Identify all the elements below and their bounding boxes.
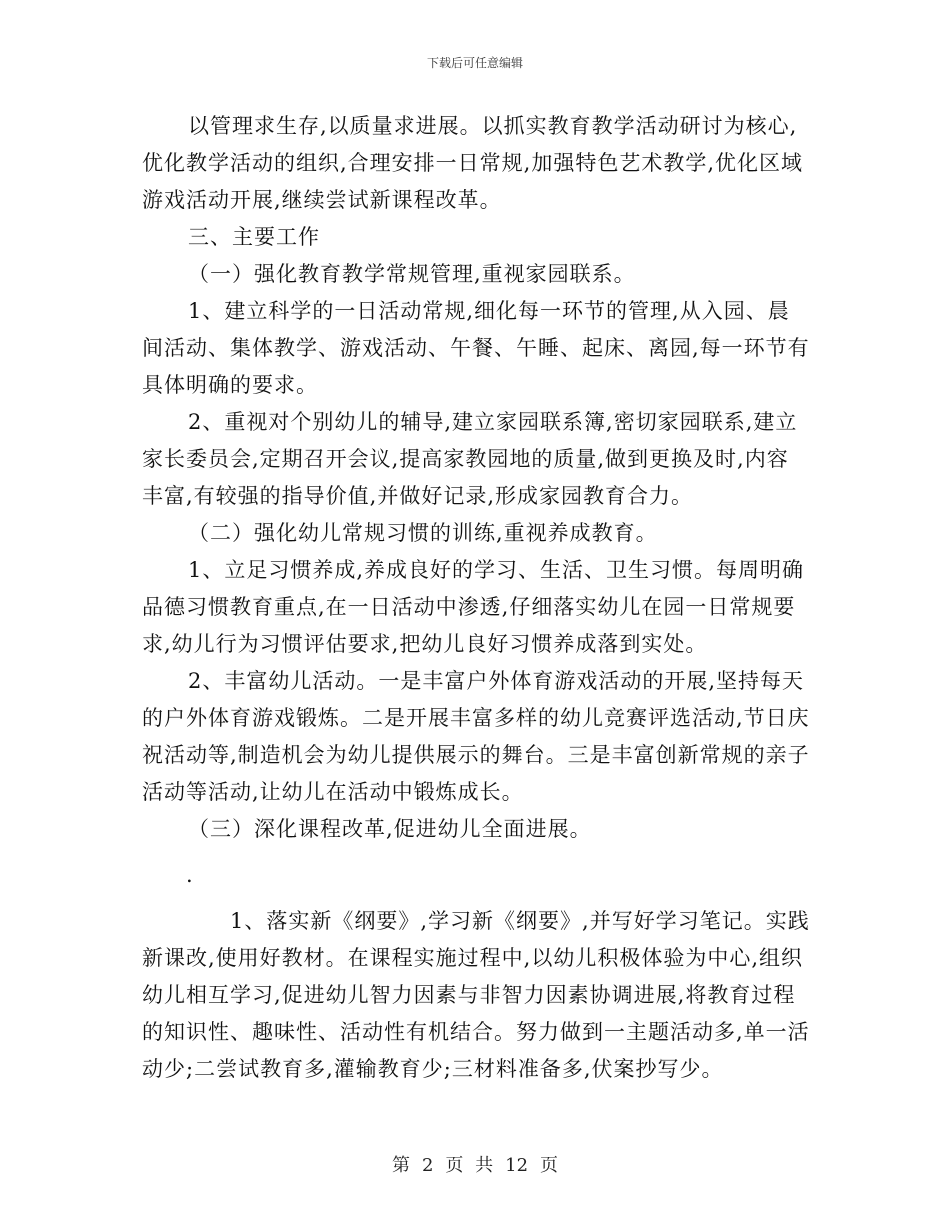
paragraph-home-school: 2、重视对个别幼儿的辅导,建立家园联系簿,密切家园联系,建立家长委员会,定期召开会议,提高家教园地的质量,做到更换及时,内容丰富,有较强的指导价值,并做好记录,形成家园教育合力。 (142, 410, 798, 508)
section-heading-main-work: 三、主要工作 (188, 225, 320, 249)
subsection-heading-2: （二）强化幼儿常规习惯的训练,重视养成教育。 (188, 521, 658, 545)
paragraph-habits: 1、立足习惯养成,养成良好的学习、生活、卫生习惯。每周明确品德习惯教育重点,在一日活动中渗透,仔细落实幼儿在园一日常规要求,幼儿行为习惯评估要求,把幼儿良好习惯养成落到实处。 (142, 558, 805, 656)
footer-suffix: 页 (540, 1155, 559, 1176)
paragraph-daily-routine: 1、建立科学的一日活动常规,细化每一环节的管理,从入园、晨间活动、集体教学、游戏活动、午餐、午睡、起床、离园,每一环节有具体明确的要求。 (142, 299, 810, 397)
stray-dot: . (186, 863, 194, 887)
document-body (142, 108, 810, 1088)
paragraph-activities: 2、丰富幼儿活动。一是丰富户外体育游戏活动的开展,坚持每天的户外体育游戏锻炼。二是开展丰富多样的幼儿竞赛评选活动,节日庆祝活动等,制造机会为幼儿提供展示的舞台。三是丰富创新常规的亲子活动等活动,让幼儿在活动中锻炼成长。 (142, 669, 810, 804)
subsection-heading-1: （一）强化教育教学常规管理,重视家园联系。 (188, 262, 636, 286)
footer-page-number: 2 (421, 1155, 434, 1176)
page-footer (0, 1151, 950, 1177)
footer-middle: 页 共 (445, 1155, 494, 1176)
subsection-heading-3: （三）深化课程改革,促进幼儿全面进展。 (188, 817, 592, 841)
footer-total-pages: 12 (505, 1155, 529, 1176)
page-header: 下载后可任意编辑 (426, 56, 523, 70)
paragraph-intro: 以管理求生存,以质量求进展。以抓实教育教学活动研讨为核心,优化教学活动的组织,合理安排一日常规,加强特色艺术教学,优化区域游戏活动开展,继续尝试新课程改革。 (142, 114, 804, 212)
footer-prefix: 第 (391, 1155, 410, 1176)
paragraph-curriculum: 1、落实新《纲要》,学习新《纲要》,并写好学习笔记。实践新课改,使用好教材。在课程实施过程中,以幼儿积极体验为中心,组织幼儿相互学习,促进幼儿智力因素与非智力因素协调进展,将教育过程的知识性、趣味性、活动性有机结合。努力做到一主题活动多,单一活动少;二尝试教育多,灌输教育少;三材料准备多,伏案抄写少。 (142, 909, 810, 1081)
